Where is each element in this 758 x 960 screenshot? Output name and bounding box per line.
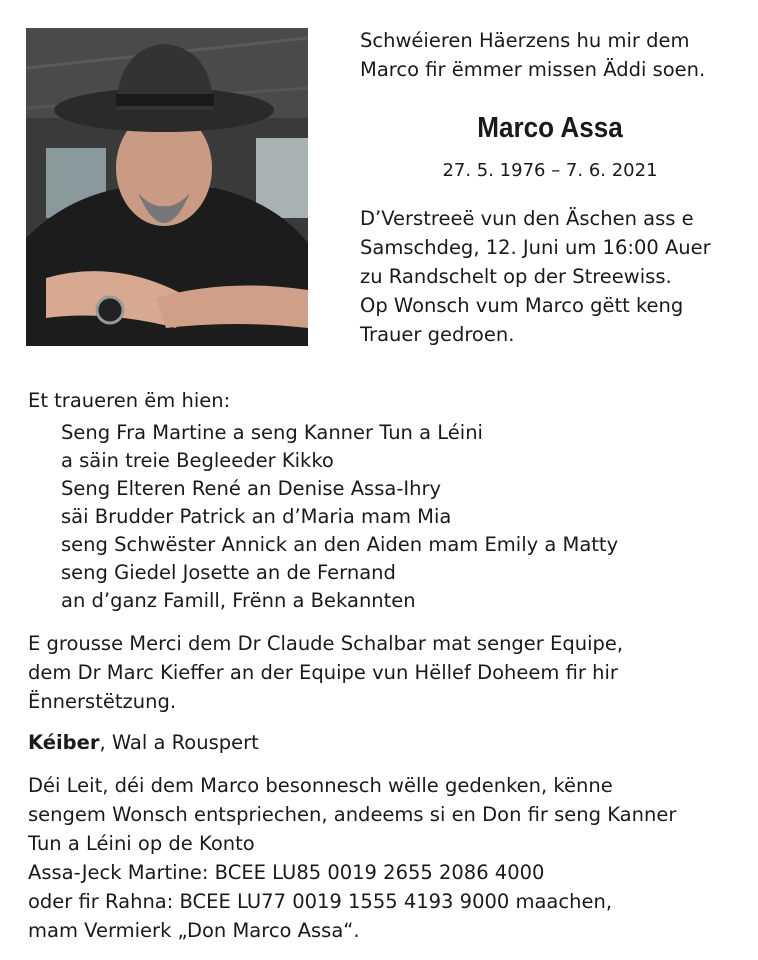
notice-line: D’Verstreeë vun den Äschen ass e xyxy=(360,207,694,230)
donation-line: Assa-Jeck Martine: BCEE LU85 0019 2655 2086 4000 xyxy=(28,861,545,884)
list-item: Seng Elteren René an Denise Assa-Ihry xyxy=(61,477,442,500)
thanks-paragraph xyxy=(28,629,738,716)
donation-line: oder fir Rahna: BCEE LU77 0019 1555 4193 9000 maachen, xyxy=(28,890,613,913)
donation-paragraph xyxy=(28,771,738,945)
place-line xyxy=(28,728,738,757)
place-bold: Kéiber xyxy=(28,731,100,754)
list-item: säi Brudder Patrick an d’Maria mam Mia xyxy=(61,505,452,528)
mourners-heading: Et traueren ëm hien: xyxy=(28,389,231,412)
donation-line: mam Vermierk „Don Marco Assa“. xyxy=(28,919,360,942)
intro-text xyxy=(360,26,740,84)
donation-line: Déi Leit, déi dem Marco besonnesch wëlle gedenken, kënne xyxy=(28,774,613,797)
notice-line: zu Randschelt op der Streewiss. xyxy=(360,265,672,288)
thanks-line: Ënnerstëtzung. xyxy=(28,690,177,713)
list-item: seng Giedel Josette an de Fernand xyxy=(61,561,396,584)
ceremony-notice xyxy=(360,204,740,349)
list-item: Seng Fra Martine a seng Kanner Tun a Léini xyxy=(61,421,483,444)
notice-line: Trauer gedroen. xyxy=(360,323,515,346)
list-item: seng Schwëster Annick an den Aiden mam Emily a Matty xyxy=(61,533,619,556)
obituary-body xyxy=(28,386,738,945)
portrait-photo-icon xyxy=(26,28,308,346)
deceased-name: Marco Assa xyxy=(477,112,623,144)
place-rest: , Wal a Rouspert xyxy=(99,731,259,754)
header-block xyxy=(360,26,740,349)
life-dates: 27. 5. 1976 – 7. 6. 2021 xyxy=(442,160,658,181)
mourners-list xyxy=(28,419,738,615)
notice-line: Op Wonsch vum Marco gëtt keng xyxy=(360,294,684,317)
donation-line: Tun a Léini op de Konto xyxy=(28,832,255,855)
thanks-line: E grousse Merci dem Dr Claude Schalbar mat senger Equipe, xyxy=(28,632,624,655)
list-item: an d’ganz Famill, Frënn a Bekannten xyxy=(61,589,416,612)
thanks-line: dem Dr Marc Kieffer an der Equipe vun Hëllef Doheem fir hir xyxy=(28,661,618,684)
notice-line: Samschdeg, 12. Juni um 16:00 Auer xyxy=(360,236,711,259)
intro-line: Marco fir ëmmer missen Äddi soen. xyxy=(360,58,706,81)
list-item: a säin treie Begleeder Kikko xyxy=(61,449,334,472)
donation-line: sengem Wonsch entspriechen, andeems si en Don fir seng Kanner xyxy=(28,803,677,826)
portrait-photo xyxy=(26,28,308,346)
intro-line: Schwéieren Häerzens hu mir dem xyxy=(360,29,690,52)
